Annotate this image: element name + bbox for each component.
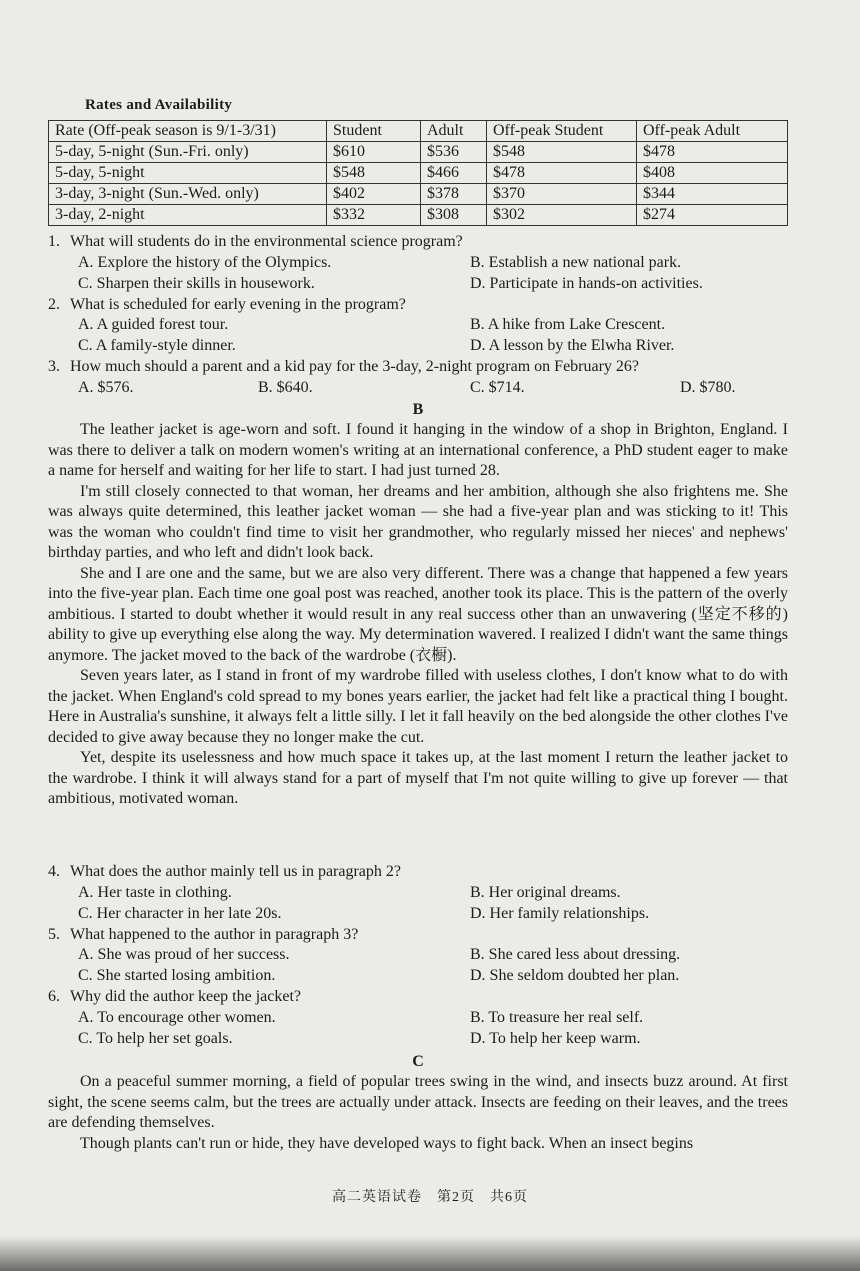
option-a[interactable]: A. She was proud of her success.: [78, 946, 290, 963]
passage-paragraph: Though plants can't run or hide, they have developed ways to fight back. When an insect begins: [80, 1134, 694, 1152]
option-c[interactable]: C. $714.: [470, 378, 525, 396]
option-d[interactable]: D. Participate in hands-on activities.: [470, 274, 703, 292]
question-number: 6.: [48, 988, 60, 1005]
section-b: [48, 400, 788, 810]
rates-row: [49, 205, 788, 226]
option-d[interactable]: D. A lesson by the Elwha River.: [470, 337, 675, 354]
option-row: [48, 883, 788, 904]
rates-cell: $408: [637, 163, 788, 184]
section-a-questions: [48, 232, 788, 399]
rates-cell: $308: [421, 205, 487, 226]
question-1: [48, 232, 788, 253]
option-c[interactable]: C. Sharpen their skills in housework.: [78, 274, 315, 292]
question-number: 5.: [48, 925, 60, 943]
scan-edge-shadow: [0, 1236, 860, 1271]
question-2: [48, 295, 788, 316]
option-row: [48, 1029, 788, 1050]
option-c[interactable]: C. She started losing ambition.: [78, 967, 276, 984]
option-c[interactable]: C. Her character in her late 20s.: [78, 904, 282, 922]
rates-cell: $274: [637, 205, 788, 226]
option-row: [48, 274, 788, 295]
page-footer: 高二英语试卷 第2页 共6页: [332, 1190, 528, 1205]
rates-cell: $332: [327, 205, 421, 226]
option-b[interactable]: B. Her original dreams.: [470, 883, 621, 901]
option-row: [48, 945, 788, 966]
rates-cell: 5-day, 5-night (Sun.-Fri. only): [49, 142, 327, 163]
question-text: What will students do in the environmental science program?: [70, 233, 463, 250]
option-d[interactable]: D. $780.: [680, 378, 736, 396]
rates-table: [48, 120, 788, 226]
option-row: [48, 966, 788, 987]
rates-cell: $548: [327, 163, 421, 184]
section-c: [48, 1052, 788, 1154]
option-a[interactable]: A. Explore the history of the Olympics.: [78, 253, 332, 271]
rates-cell: $302: [487, 205, 637, 226]
rates-header-row: [49, 121, 788, 142]
option-row: [48, 315, 788, 336]
option-c[interactable]: C. A family-style dinner.: [78, 337, 236, 354]
section-b-questions: [48, 862, 788, 1050]
question-text: Why did the author keep the jacket?: [70, 988, 302, 1005]
rates-header-cell: Off-peak Adult: [637, 121, 788, 142]
option-d[interactable]: D. To help her keep warm.: [470, 1029, 641, 1047]
question-number: 1.: [48, 233, 60, 250]
rates-header-cell: Rate (Off-peak season is 9/1-3/31): [49, 121, 327, 142]
rates-cell: $370: [487, 184, 637, 205]
question-text: What does the author mainly tell us in paragraph 2?: [70, 863, 402, 880]
question-text: What happened to the author in paragraph 3?: [70, 925, 359, 943]
rates-row: [49, 184, 788, 205]
option-b[interactable]: B. She cared less about dressing.: [470, 946, 681, 963]
option-row: [48, 1008, 788, 1029]
rates-cell: $378: [421, 184, 487, 205]
passage-paragraph: I'm still closely connected to that woman, her dreams and her ambition, although she also frightens me. She was always quite determined, this leather jacket woman — she had a five-year plan and was sticking to it! This was the woman who couldn't find time to visit her grandmother, who regularly missed her nieces' and nephews' birthday parties, and who left and didn't look back.: [48, 482, 788, 561]
question-number: 4.: [48, 863, 60, 880]
question-text: What is scheduled for early evening in the program?: [70, 295, 406, 313]
section-heading: B: [412, 401, 424, 418]
option-b[interactable]: B. Establish a new national park.: [470, 253, 682, 271]
option-row: [48, 253, 788, 274]
passage-paragraph: On a peaceful summer morning, a field of popular trees swing in the wind, and insects buzz around. At first sight, the scene seems calm, but the trees are actually under attack. Insects are feeding on their leaves, and the trees are defending themselves.: [48, 1073, 788, 1131]
rates-cell: $402: [327, 184, 421, 205]
option-c[interactable]: C. To help her set goals.: [78, 1029, 233, 1047]
question-3: [48, 357, 788, 378]
question-text: How much should a parent and a kid pay for the 3-day, 2-night program on February 26?: [70, 358, 640, 375]
rates-cell: 3-day, 2-night: [49, 205, 327, 226]
option-d[interactable]: D. She seldom doubted her plan.: [470, 967, 680, 984]
option-b[interactable]: B. A hike from Lake Crescent.: [470, 316, 666, 333]
rates-row: [49, 163, 788, 184]
rates-header-cell: Student: [327, 121, 421, 142]
option-row: [48, 336, 788, 357]
rates-cell: $478: [637, 142, 788, 163]
option-a[interactable]: A. To encourage other women.: [78, 1008, 276, 1026]
passage-paragraph: The leather jacket is age-worn and soft. I found it hanging in the window of a shop in Brighton, England. I was there to deliver a talk on modern women's writing at an international conference, a PhD student eager to make a name for herself and waiting for her life to start. I had just turned 28.: [48, 421, 788, 479]
rates-title: Rates and Availability: [85, 97, 233, 113]
passage-paragraph: She and I are one and the same, but we are also very different. There was a change that happened a few years into the five-year plan. Each time one goal post was reached, another took its place. This is the pattern of the overly ambitious. I started to doubt whether it would result in any real success other than an unwavering (坚定不移的) ability to give up everything else along the way. My determination wavered. I realized I didn't want the same things anymore. The jacket moved to the back of the wardrobe (衣橱).: [48, 564, 788, 664]
option-a[interactable]: A. Her taste in clothing.: [78, 883, 232, 901]
passage-paragraph: Seven years later, as I stand in front of my wardrobe filled with useless clothes, I don't know what to do with the jacket. When England's cold spread to my bones years earlier, the jacket had felt like a practical thing I bought. Here in Australia's sunshine, it always felt a little silly. I let it fall heavily on the bed alongside the other clothes I've decided to give away because they no longer make the cut.: [48, 667, 788, 746]
option-a[interactable]: A. A guided forest tour.: [78, 316, 229, 333]
rates-cell: $548: [487, 142, 637, 163]
rates-header-cell: Adult: [421, 121, 487, 142]
rates-cell: $466: [421, 163, 487, 184]
passage-paragraph: Yet, despite its uselessness and how much space it takes up, at the last moment I return the leather jacket to the wardrobe. I think it will always stand for a part of myself that I'm not quite willing to give up forever — that ambitious, motivated woman.: [48, 749, 788, 807]
rates-cell: $344: [637, 184, 788, 205]
option-row: [48, 378, 788, 399]
rates-cell: 3-day, 3-night (Sun.-Wed. only): [49, 184, 327, 205]
option-a[interactable]: A. $576.: [78, 378, 134, 396]
option-d[interactable]: D. Her family relationships.: [470, 904, 650, 922]
question-4: [48, 862, 788, 883]
question-6: [48, 987, 788, 1008]
option-b[interactable]: B. To treasure her real self.: [470, 1008, 644, 1026]
rates-cell: $536: [421, 142, 487, 163]
question-5: [48, 925, 788, 946]
rates-row: [49, 142, 788, 163]
question-number: 2.: [48, 295, 60, 313]
rates-cell: $478: [487, 163, 637, 184]
option-row: [48, 904, 788, 925]
rates-cell: $610: [327, 142, 421, 163]
rates-cell: 5-day, 5-night: [49, 163, 327, 184]
question-number: 3.: [48, 358, 60, 375]
section-heading: C: [412, 1053, 424, 1070]
rates-header-cell: Off-peak Student: [487, 121, 637, 142]
option-b[interactable]: B. $640.: [258, 378, 313, 396]
